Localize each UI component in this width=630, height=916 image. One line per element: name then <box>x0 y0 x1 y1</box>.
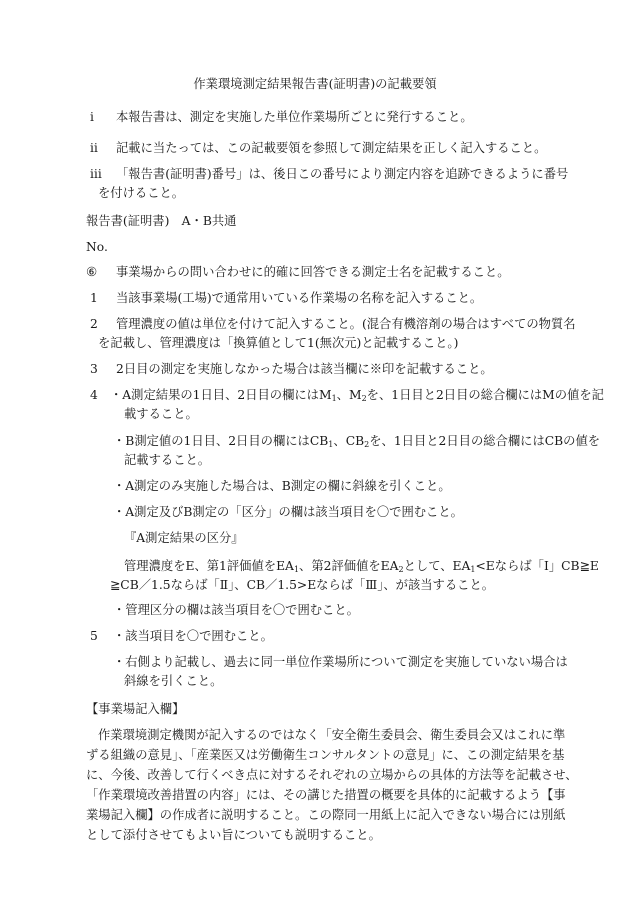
class-text-a: 管理濃度をE、第1評価値をEA <box>124 559 294 573</box>
business-para-line1: 作業環境測定機関が記入するのではなく「安全衛生委員会、衛生委員会又はこれに準 <box>98 728 566 742</box>
item-5-a: ・該当項目を〇で囲むこと。 <box>113 629 273 643</box>
business-para-line4: 「作業環境改善措置の内容」には、その講じた措置の概要を具体的に記載するよう【事 <box>86 788 566 802</box>
item-ii-marker: ⅱ <box>90 141 98 155</box>
class-text-d: <Eならば「Ⅰ」CB≧E <box>475 559 599 573</box>
document-title: 作業環境測定結果報告書(証明書)の記載要領 <box>193 77 437 91</box>
item-i-text: 本報告書は、測定を実施した単位作業場所ごとに発行すること。 <box>116 110 473 124</box>
item-4-a-text-post: を、1日目と2日目の総合欄にはMの値を記 <box>366 388 604 402</box>
section-ab-heading: 報告書(証明書) A・B共通 <box>86 214 237 228</box>
item-4-marker: 4 <box>90 388 98 402</box>
item-i-marker: ⅰ <box>90 110 94 124</box>
item-4-b-sub1: 1 <box>328 440 334 449</box>
item-2-line2: を記載し、管理濃度は「換算値として1(無次元)と記載すること。) <box>98 336 459 350</box>
item-1-marker: 1 <box>90 291 98 305</box>
item-3-marker: 3 <box>90 362 98 376</box>
item-iii-line1: 「報告書(証明書)番号」は、後日この番号により測定内容を追跡できるように番号 <box>116 167 569 181</box>
class-sub1: 1 <box>293 565 300 574</box>
item-4-a-text-mid: 、M <box>336 388 362 402</box>
item-4-d: ・A測定及びB測定の「区分」の欄は該当項目を〇で囲むこと。 <box>113 505 463 519</box>
item-4-b-line2: 記載すること。 <box>124 453 211 467</box>
item-4-class-title: 『A測定結果の区分』 <box>124 531 244 545</box>
item-4-b-sub2: 2 <box>364 440 370 449</box>
item-1-text: 当該事業場(工場)で通常用いている作業場の名称を記入すること。 <box>116 291 483 305</box>
item-6-marker: ⑥ <box>86 265 98 279</box>
item-4-b-text-post: を、1日目と2日目の総合欄にはCBの値を <box>369 434 601 448</box>
item-4-class-line1 <box>124 557 599 576</box>
business-para-line2: ずる組織の意見」、「産業医又は労働衛生コンサルタントの意見」に、この測定結果を基 <box>86 748 565 762</box>
item-5-b-line1: ・右側より記載し、過去に同一単位作業場所について測定を実施していない場合は <box>113 655 568 669</box>
class-sub3: 1 <box>470 565 476 574</box>
item-2-line1: 管理濃度の値は単位を付けて記入すること。(混合有機溶剤の場合はすべての物質名 <box>116 317 576 331</box>
item-2-marker: 2 <box>90 317 98 331</box>
business-para-line6: として添付させてもよい旨についても説明すること。 <box>86 828 381 842</box>
item-ii-text: 記載に当たっては、この記載要領を参照して測定結果を正しく記入すること。 <box>116 141 547 155</box>
item-4-class-line2: ≧CB／1.5ならば「Ⅱ」、CB／1.5>Eならば「Ⅲ」、が該当すること。 <box>110 578 495 592</box>
section-business-heading: 【事業場記入欄】 <box>86 702 185 716</box>
item-4-a-text-pre: ・A測定結果の1日目、2日目の欄にはM <box>110 388 332 402</box>
item-4-b-line1 <box>113 432 600 451</box>
item-5-b-line2: 斜線を引くこと。 <box>124 674 223 688</box>
item-4-a-line2: 載すること。 <box>124 407 198 421</box>
item-4-a-sub2: 2 <box>361 394 367 403</box>
item-iii-line2: を付けること。 <box>98 186 185 200</box>
item-4-b-text-pre: ・B測定値の1日目、2日目の欄にはCB <box>113 434 329 448</box>
class-text-c: として、EA <box>403 559 471 573</box>
item-4-e: ・管理区分の欄は該当項目を〇で囲むこと。 <box>113 603 359 617</box>
item-4-a-line1 <box>110 386 604 405</box>
item-4-a-sub1: 1 <box>331 394 337 403</box>
item-4-c: ・A測定のみ実施した場合は、B測定の欄に斜線を引くこと。 <box>113 479 451 493</box>
item-iii-marker: ⅲ <box>90 167 102 181</box>
item-6-text: 事業場からの問い合わせに的確に回答できる測定士名を記載すること。 <box>116 265 510 279</box>
item-3-text: 2日目の測定を実施しなかった場合は該当欄に※印を記載すること。 <box>116 362 493 376</box>
class-text-b: 、第2評価値をEA <box>299 559 399 573</box>
item-4-b-text-mid: 、CB <box>333 434 365 448</box>
item-5-marker: 5 <box>90 629 98 643</box>
no-label: No. <box>86 240 108 254</box>
business-para-line5: 業場記入欄】の作成者に説明すること。この際同一用紙上に記入できない場合には別紙 <box>86 808 566 822</box>
class-sub2: 2 <box>398 565 404 574</box>
business-para-line3: に、今後、改善して行くべき点に対するそれぞれの立場からの具体的方法等を記載させ、 <box>86 768 578 782</box>
